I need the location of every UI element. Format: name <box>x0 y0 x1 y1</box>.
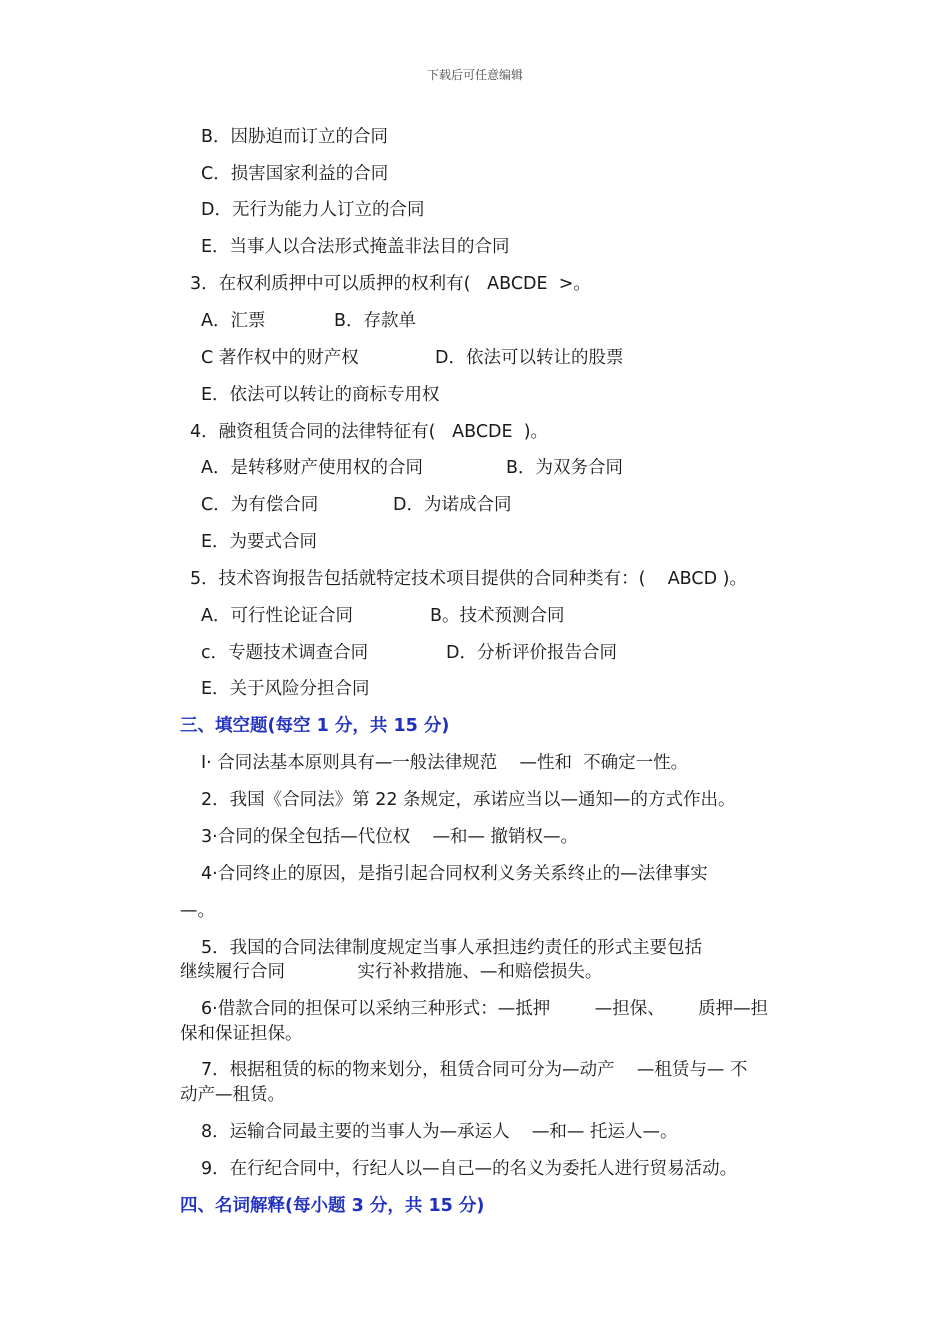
q3-option-d: D．依法可以转让的股票 <box>435 348 624 368</box>
q2-option-e: E．当事人以合法形式掩盖非法目的合同 <box>201 237 510 257</box>
fill-item-7-line-1: 7．根据租赁的标的物来划分，租赁合同可分为—动产 —租赁与— 不 <box>201 1060 748 1080</box>
fill-item-9: 9．在行纪合同中，行纪人以—自己—的名义为委托人进行贸易活动。 <box>201 1159 738 1179</box>
q5-option-c: c．专题技术调查合同 <box>201 643 369 663</box>
q2-option-b: B．因胁迫而订立的合同 <box>201 127 389 147</box>
fill-item-6-line-2: 保和保证担保。 <box>180 1024 303 1044</box>
q4-option-d: D．为诺成合同 <box>393 495 512 515</box>
q4-option-b: B．为双务合同 <box>506 458 624 478</box>
q5-stem: 5．技术咨询报告包括就特定技术项目提供的合同种类有：( ABCD )。 <box>190 569 747 589</box>
fill-item-4-line-1: 4·合同终止的原因，是指引起合同权利义务关系终止的—法律事实 <box>201 864 708 884</box>
q3-option-a: A．汇票 <box>201 311 266 331</box>
q3-option-b: B．存款单 <box>334 311 417 331</box>
fill-item-8: 8．运输合同最主要的当事人为—承运人 —和— 托运人—。 <box>201 1122 678 1142</box>
page-header: 下载后可任意编辑 <box>426 68 523 82</box>
fill-item-5-line-1: 5．我国的合同法律制度规定当事人承担违约责任的形式主要包括 <box>201 938 703 958</box>
q5-option-d: D．分析评价报告合同 <box>446 643 617 663</box>
fill-item-5-line-2: 继续履行合同 实行补救措施、—和赔偿损失。 <box>180 962 603 982</box>
q3-option-e: E．依法可以转让的商标专用权 <box>201 385 440 405</box>
fill-item-1: I· 合同法基本原则具有—一般法律规范 —性和 不确定一性。 <box>201 753 689 773</box>
fill-item-4-line-2: —。 <box>180 901 215 921</box>
section-4-title: 四、名词解释(每小题 3 分，共 15 分) <box>180 1196 485 1216</box>
fill-item-3: 3·合同的保全包括—代位权 —和— 撤销权—。 <box>201 827 579 847</box>
section-3-title: 三、填空题(每空 1 分，共 15 分) <box>180 716 450 736</box>
q3-option-c: C 著作权中的财产权 <box>201 348 359 368</box>
q5-option-e: E．关于风险分担合同 <box>201 679 370 699</box>
q4-stem: 4．融资租赁合同的法律特征有( ABCDE )。 <box>190 422 549 442</box>
fill-item-2: 2．我国《合同法》第 22 条规定，承诺应当以—通知—的方式作出。 <box>201 790 736 810</box>
q5-option-b: B。技术预测合同 <box>430 606 565 626</box>
q3-stem: 3．在权利质押中可以质押的权利有( ABCDE >。 <box>190 274 591 294</box>
q4-option-a: A．是转移财产使用权的合同 <box>201 458 423 478</box>
q4-option-e: E．为要式合同 <box>201 532 318 552</box>
q4-option-c: C．为有偿合同 <box>201 495 319 515</box>
q5-option-a: A．可行性论证合同 <box>201 606 353 626</box>
q2-option-d: D．无行为能力人订立的合同 <box>201 200 425 220</box>
fill-item-6-line-1: 6·借款合同的担保可以采纳三种形式：—抵押 —担保、 质押—担 <box>201 999 769 1019</box>
q2-option-c: C．损害国家利益的合同 <box>201 164 389 184</box>
fill-item-7-line-2: 动产—租赁。 <box>180 1085 285 1105</box>
